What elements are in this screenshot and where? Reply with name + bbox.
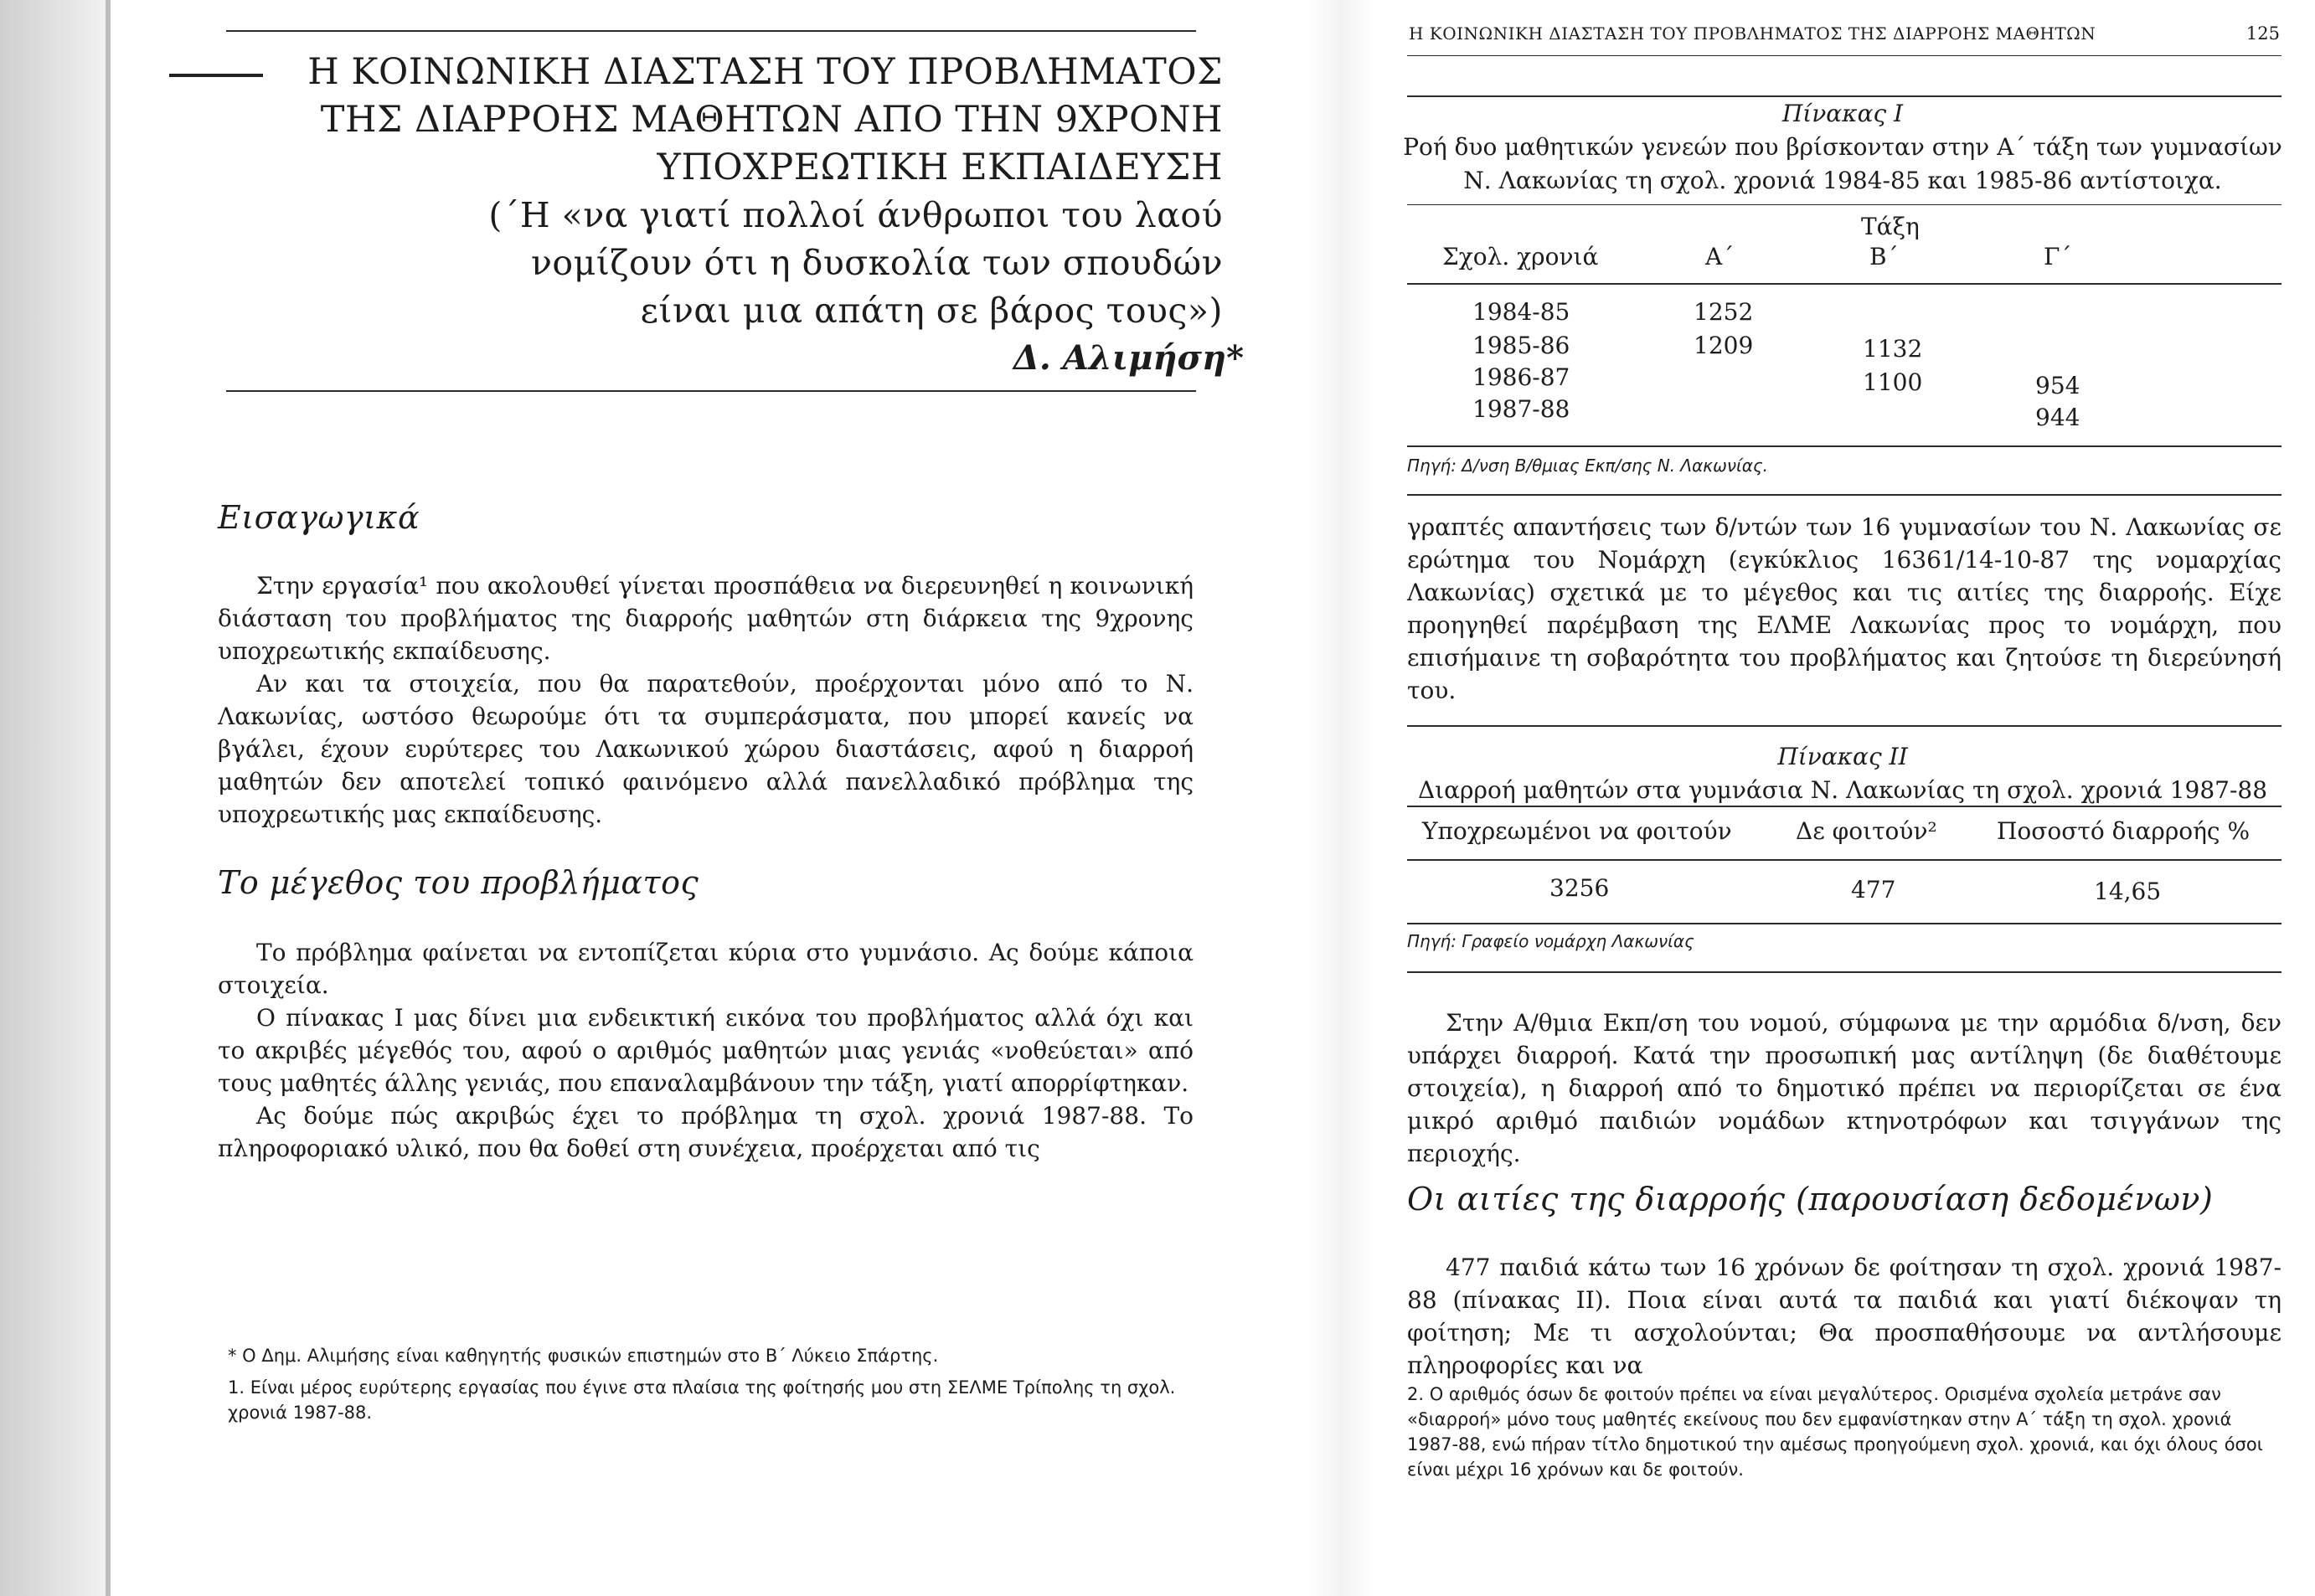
table2-cell: 477 (1851, 876, 1896, 904)
table2-header: Ποσοστό διαρροής % (1997, 817, 2251, 845)
paragraph: Ο πίνακας Ι μας δίνει μια ενδεικτική εικόνα του προβλήματος αλλά όχι και το ακριβές μέγεθός του, αφού ο αριθμός μαθητών μιας γενιάς «νοθεύεται» από τους μαθητές άλλης γενιάς, που επαναλαμβάνουν την τάξη, γιατί απορρίφτηκαν. (218, 1004, 1194, 1097)
table1-header-c: Γ΄ (2044, 243, 2072, 270)
table1-cell: 1132 (1863, 335, 1923, 363)
table2-end-rule (1407, 971, 2281, 973)
table1-end-rule (1407, 494, 2281, 496)
subtitle-line: (΄Η «να γιατί πολλοί άνθρωποι του λαού (488, 195, 1223, 235)
title-line: ΥΠΟΧΡΕΩΤΙΚΗ ΕΚΠΑΙΔΕΥΣΗ (657, 147, 1223, 188)
title-line: Η ΚΟΙΝΩΝΙΚΗ ΔΙΑΣΤΑΣΗ ΤΟΥ ΠΡΟΒΛΗΜΑΤΟΣ (307, 51, 1223, 93)
subtitle-line: είναι μια απάτη σε βάρος τους») (640, 291, 1223, 331)
article-title (218, 49, 1223, 335)
caption-line: Ν. Λακωνίας τη σχολ. χρονιά 1984-85 και 1985-86 αντίστοιχα. (1463, 167, 2222, 194)
table1-bottom-rule (1407, 445, 2281, 447)
table2-header-rule (1407, 806, 2281, 807)
book-spine (1308, 0, 1375, 1596)
table1-cell: 944 (2035, 404, 2080, 431)
causes-heading: Οι αιτίες της διαρροής (παρουσίαση δεδομένων) (1407, 1181, 2214, 1218)
footnotes-left (218, 1343, 1194, 1425)
paragraph: γραπτές απαντήσεις των δ/ντών των 16 γυμνασίων του Ν. Λακωνίας σε ερώτημα του Νομάρχη (εγκύκλιος 16361/14-10-87 της νομαρχίας Λακωνίας) σχετικά με το μέγεθος και τις αιτίες της διαρροής. Είχε προηγηθεί παρέμβαση της ΕΛΜΕ Λακωνίας προς το νομάρχη, που επισήμαινε τη σοβαρότητα του προβλήματος και ζητούσε τη διερεύνησή του. (1407, 513, 2281, 704)
intro-heading: Εισαγωγικά (218, 499, 420, 536)
table1-source: Πηγή: Δ/νση Β/θμιας Εκπ/σης Ν. Λακωνίας. (1407, 456, 1769, 476)
left-page (126, 0, 1298, 1596)
table1-cell: 1100 (1863, 368, 1923, 396)
para-primary (1407, 1007, 2281, 1170)
table2-cell: 3256 (1549, 874, 1610, 902)
paragraph: Στην εργασία¹ που ακολουθεί γίνεται προσπάθεια να διερευνηθεί η κοινωνική διάσταση του προβλήματος της διαρροής μαθητών στη διάρκεια της 9χρονης υποχρεωτικής εκπαίδευσης. (218, 572, 1194, 665)
footnote-2: 2. Ο αριθμός όσων δε φοιτούν πρέπει να είναι μεγαλύτερος. Ορισμένα σχολεία μετράνε σαν «διαρροή» μόνο τους μαθητές εκείνους που δεν εμφανίστηκαν στην Α΄ τάξη τη σχολ. χρονιά 1987-88, ενώ πήραν τίτλο δημοτικού την αμέσως προηγούμενη σχολ. χρονιά, και όχι όλους όσοι είναι μέχρι 16 χρόνων και δε φοιτούν. (1407, 1384, 2263, 1480)
table2-columns-rule (1407, 859, 2281, 861)
title-line: ΤΗΣ ΔΙΑΡΡΟΗΣ ΜΑΘΗΤΩΝ ΑΠΟ ΤΗΝ 9ΧΡΟΝΗ (320, 99, 1223, 141)
table1-columns-rule (1407, 283, 2281, 285)
table2-source: Πηγή: Γραφείο νομάρχη Λακωνίας (1407, 931, 1694, 951)
caption-line: Διαρροή μαθητών στα γυμνάσια Ν. Λακωνίας τη σχολ. χρονιά 1987-88 (1417, 776, 2268, 804)
table1-cell: 1986-87 (1472, 363, 1570, 391)
table2-caption (1399, 740, 2287, 807)
table1-cell: 1987-88 (1472, 395, 1570, 423)
running-head-rule (1407, 55, 2281, 56)
table1-header-year: Σχολ. χρονιά (1442, 243, 1599, 270)
footnote-author: * Ο Δημ. Αλιμήσης είναι καθηγητής φυσικών επιστημών στο Β΄ Λύκειο Σπάρτης. (228, 1346, 939, 1366)
table1-label: Πίνακας Ι (1781, 100, 1904, 127)
page-number: 125 (2245, 23, 2280, 44)
table2-header: Υποχρεωμένοι να φοιτούν (1422, 817, 1732, 845)
title-bottom-rule (226, 390, 1196, 392)
footnote-1: 1. Είναι μέρος ευρύτερης εργασίας που έγινε στα πλαίσια της φοίτησής μου στη ΣΕΛΜΕ Τρίπολης τη σχολ. χρονιά 1987-88. (228, 1377, 1176, 1423)
table1-cell: 1985-86 (1472, 332, 1570, 359)
table1-group-header: Τάξη (1861, 213, 1920, 240)
paragraph: Αν και τα στοιχεία, που θα παρατεθούν, προέρχονται μόνο από το Ν. Λακωνίας, ωστόσο θεωρούμε ότι τα συμπεράσματα, που μπορεί κανείς να βγάλει, έχουν ευρύτερες του Λακωνικού χώρου διαστάσεις, αφού η διαρροή μαθητών δεν αποτελεί τοπικό φαινόμενο αλλά πανελλαδικό πρόβλημα της υποχρεωτικής μας εκπαίδευσης. (218, 670, 1194, 828)
table2-cell: 14,65 (2094, 878, 2162, 905)
table1-header-b: Β΄ (1869, 243, 1899, 270)
title-top-rule (226, 30, 1196, 32)
causes-text (1407, 1251, 2281, 1382)
paragraph: Στην Α/θμια Εκπ/ση του νομού, σύμφωνα με την αρμόδια δ/νση, δεν υπάρχει διαρροή. Κατά την προσωπική μας αντίληψη (δε διαθέτουμε στοιχεία), η διαρροή από το δημοτικό πρέπει να περιορίζεται σε ένα μικρό αριθμό παιδιών νομάδων κτηνοτρόφων και τσιγγάνων της περιοχής. (1407, 1009, 2281, 1167)
table2-top-rule (1407, 725, 2281, 727)
table2-label: Πίνακας ΙΙ (1777, 743, 1908, 770)
table1-cell: 954 (2035, 372, 2080, 399)
paragraph: 477 παιδιά κάτω των 16 χρόνων δε φοίτησαν τη σχολ. χρονιά 1987-88 (πίνακας ΙΙ). Ποια είναι αυτά τα παιδιά και γιατί διέκοψαν τη φοίτηση; Με τι ασχολούνται; Θα προσπαθήσουμε να αντλήσουμε πληροφορίες και να (1407, 1254, 2281, 1379)
running-head: Η ΚΟΙΝΩΝΙΚΗ ΔΙΑΣΤΑΣΗ ΤΟΥ ΠΡΟΒΛΗΜΑΤΟΣ ΤΗΣ ΔΙΑΡΡΟΗΣ ΜΑΘΗΤΩΝ (1409, 23, 2096, 44)
subtitle-line: νομίζουν ότι η δυσκολία των σπουδών (530, 243, 1223, 283)
table1-header-rule (1407, 204, 2281, 205)
table1-cell: 1252 (1694, 298, 1754, 326)
table1-caption (1399, 97, 2287, 198)
table1-cell: 1209 (1694, 332, 1754, 359)
size-text (218, 936, 1194, 1165)
intro-text (218, 569, 1194, 831)
size-heading: Το μέγεθος του προβλήματος (218, 864, 699, 901)
paragraph: Ας δούμε πώς ακριβώς έχει το πρόβλημα τη σχολ. χρονιά 1987-88. Το πληροφοριακό υλικό, που θα δοθεί στη συνέχεια, προέρχεται από τις (218, 1102, 1194, 1162)
scan-shadow-edge (0, 0, 111, 1596)
author-name: Δ. Αλιμήση* (1013, 338, 1244, 378)
paragraph: Το πρόβλημα φαίνεται να εντοπίζεται κύρια στο γυμνάσιο. Ας δούμε κάποια στοιχεία. (218, 939, 1194, 999)
table1-cell: 1984-85 (1472, 298, 1570, 326)
table1-header-a: Α΄ (1705, 243, 1735, 270)
para-after-table1 (1407, 511, 2281, 707)
right-page (1382, 0, 2287, 1596)
table2-bottom-rule (1407, 923, 2281, 924)
table2-header: Δε φοιτούν² (1796, 817, 1937, 845)
caption-line: Ροή δυο μαθητικών γενεών που βρίσκονταν στην Α΄ τάξη των γυμνασίων (1403, 133, 2282, 161)
